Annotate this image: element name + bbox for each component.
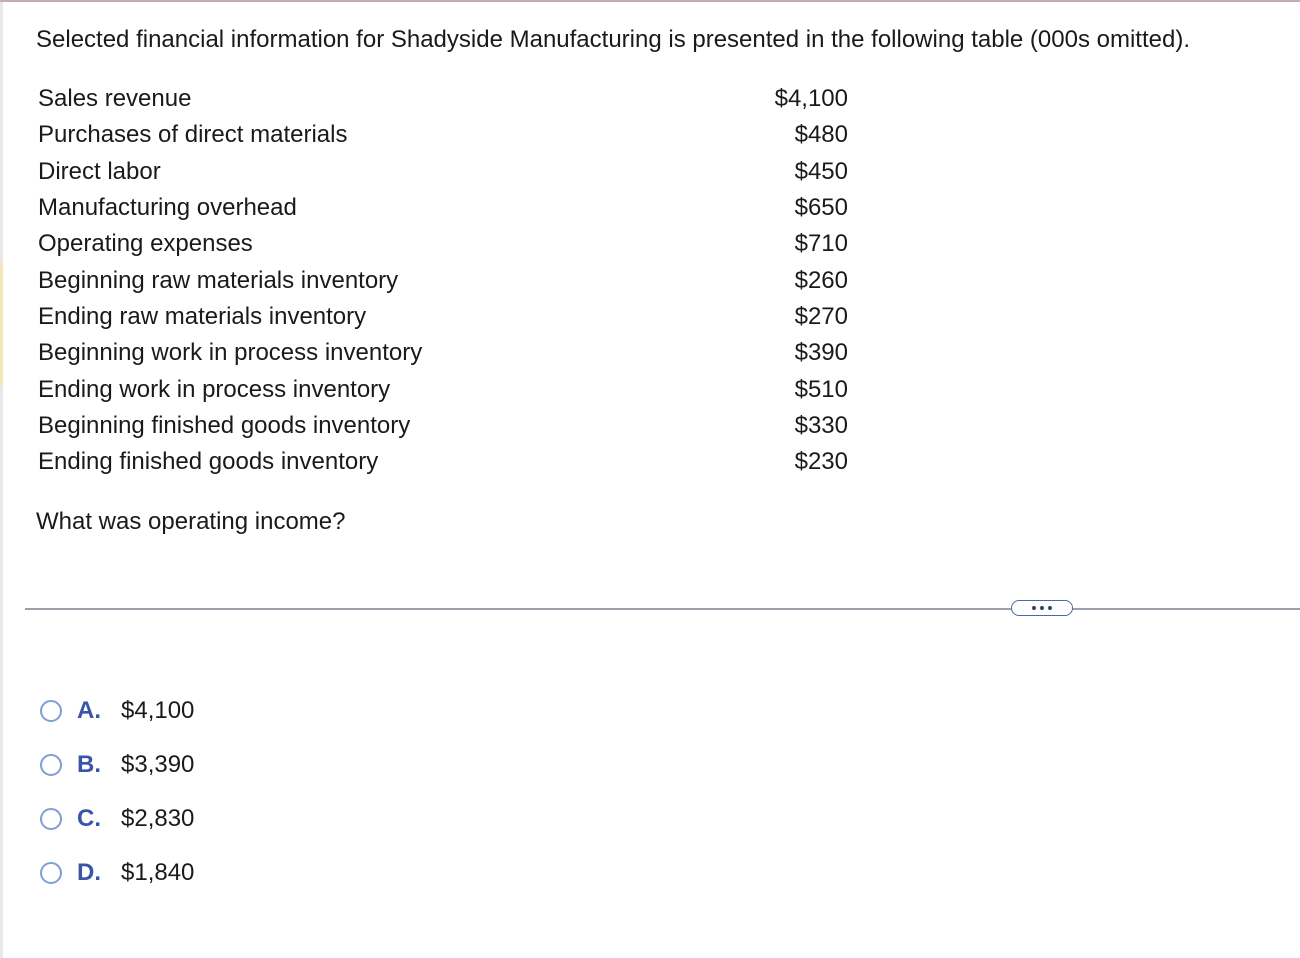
- row-value: $270: [794, 302, 848, 330]
- financial-info-table: [38, 81, 848, 480]
- ellipsis-icon: [1032, 606, 1036, 610]
- row-label: Ending finished goods inventory: [38, 448, 379, 476]
- row-label: Beginning work in process inventory: [38, 339, 423, 367]
- option-letter: C.: [77, 805, 101, 832]
- table-row: [38, 299, 848, 335]
- table-row: [38, 81, 848, 117]
- ellipsis-icon: [1048, 606, 1052, 610]
- row-value: $230: [794, 448, 848, 476]
- option-b[interactable]: [38, 738, 194, 792]
- table-row: [38, 154, 848, 190]
- radio-button-c[interactable]: [40, 808, 62, 830]
- row-value: $480: [794, 121, 848, 149]
- option-a[interactable]: [38, 684, 194, 738]
- table-row: [38, 226, 848, 262]
- row-value: $4,100: [774, 85, 848, 113]
- option-letter: B.: [77, 751, 101, 778]
- row-label: Ending work in process inventory: [38, 375, 391, 403]
- row-label: Operating expenses: [38, 230, 253, 258]
- table-row: [38, 371, 848, 407]
- option-value: $1,840: [121, 859, 195, 886]
- row-value: $390: [794, 339, 848, 367]
- row-label: Direct labor: [38, 157, 161, 185]
- table-row: [38, 408, 848, 444]
- row-label: Manufacturing overhead: [38, 194, 297, 222]
- row-value: $650: [794, 194, 848, 222]
- option-value: $4,100: [121, 697, 195, 724]
- table-row: [38, 444, 848, 480]
- row-label: Ending raw materials inventory: [38, 302, 367, 330]
- question-text: Selected financial information for Shadyside Manufacturing is presented in the following table (000s omitted).: [36, 26, 1190, 53]
- left-edge-border: [0, 2, 3, 958]
- row-value: $510: [794, 375, 848, 403]
- more-options-button[interactable]: [1011, 600, 1073, 616]
- table-row: [38, 117, 848, 153]
- answer-options: [38, 684, 194, 900]
- option-value: $3,390: [121, 751, 195, 778]
- row-label: Sales revenue: [38, 85, 192, 113]
- row-label: Beginning finished goods inventory: [38, 411, 411, 439]
- prompt-text: What was operating income?: [36, 508, 346, 535]
- row-value: $330: [794, 411, 848, 439]
- radio-button-b[interactable]: [40, 754, 62, 776]
- option-d[interactable]: [38, 846, 194, 900]
- radio-button-d[interactable]: [40, 862, 62, 884]
- left-edge-highlight: [0, 262, 3, 386]
- row-label: Beginning raw materials inventory: [38, 266, 399, 294]
- option-letter: A.: [77, 697, 101, 724]
- table-row: [38, 262, 848, 298]
- top-border: [0, 0, 1300, 2]
- option-c[interactable]: [38, 792, 194, 846]
- row-value: $710: [794, 230, 848, 258]
- option-letter: D.: [77, 859, 101, 886]
- section-divider: [25, 608, 1300, 610]
- table-row: [38, 190, 848, 226]
- row-label: Purchases of direct materials: [38, 121, 348, 149]
- row-value: $260: [794, 266, 848, 294]
- ellipsis-icon: [1040, 606, 1044, 610]
- option-value: $2,830: [121, 805, 195, 832]
- row-value: $450: [794, 157, 848, 185]
- radio-button-a[interactable]: [40, 700, 62, 722]
- table-row: [38, 335, 848, 371]
